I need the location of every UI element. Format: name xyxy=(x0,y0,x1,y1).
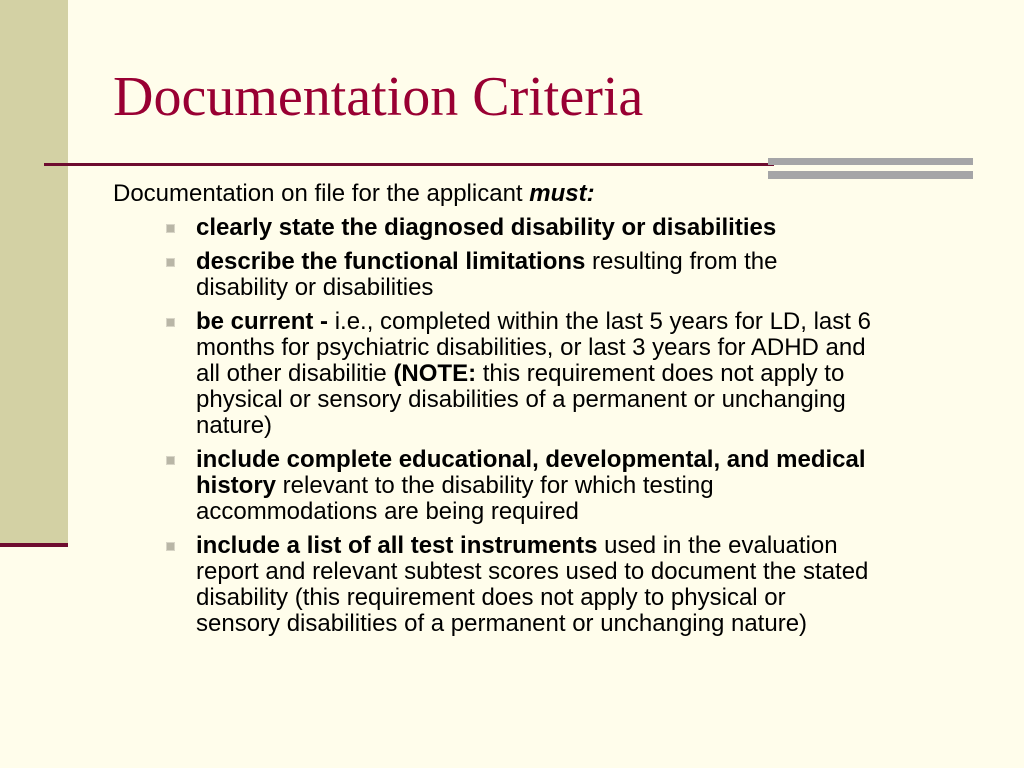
list-item xyxy=(113,249,876,301)
intro-text: Documentation on file for the applicant xyxy=(113,180,530,207)
square-bullet-icon xyxy=(166,542,175,551)
intro-emphasis: must: xyxy=(529,180,595,207)
item-note-text: this requirement does not apply to physical or sensory disabilities of a permanent or unchanging nature) xyxy=(196,360,846,439)
item-text: used in the evaluation report and relevant subtest scores used to document the stated disability (this requirement does not apply to physical or sensory disabilities of a permanent or unchanging nature) xyxy=(196,532,869,637)
item-bold-text: include a list of all test instruments xyxy=(196,532,598,559)
item-text: resulting from the disability or disabilities xyxy=(196,248,778,301)
item-bold-text: be current - xyxy=(196,308,329,335)
criteria-list xyxy=(113,215,973,637)
list-item xyxy=(113,215,876,241)
item-text: relevant to the disability for which testing accommodations are being required xyxy=(196,472,714,525)
square-bullet-icon xyxy=(166,258,175,267)
title-divider xyxy=(44,163,774,166)
decorative-grey-bar-bottom xyxy=(768,171,973,179)
item-text: i.e., completed within the last 5 years for LD, last 6 months for psychiatric disabilities, or last 3 years for ADHD and all other disabilitie xyxy=(196,308,871,387)
item-bold-text: include complete educational, developmental, and medical history xyxy=(196,446,866,499)
slide-title: Documentation Criteria xyxy=(113,66,644,128)
left-accent-rule xyxy=(0,543,68,547)
item-bold-text: describe the functional limitations xyxy=(196,248,586,275)
list-item xyxy=(113,447,876,525)
list-item xyxy=(113,533,876,637)
list-item xyxy=(113,309,876,439)
item-bold-text: clearly state the diagnosed disability or disabilities xyxy=(196,214,777,241)
left-accent-bar xyxy=(0,0,68,546)
square-bullet-icon xyxy=(166,318,175,327)
square-bullet-icon xyxy=(166,456,175,465)
square-bullet-icon xyxy=(166,224,175,233)
intro-line xyxy=(113,181,973,207)
slide-body xyxy=(113,181,973,645)
decorative-grey-bar-top xyxy=(768,158,973,165)
item-note-bold: (NOTE: xyxy=(393,360,477,387)
